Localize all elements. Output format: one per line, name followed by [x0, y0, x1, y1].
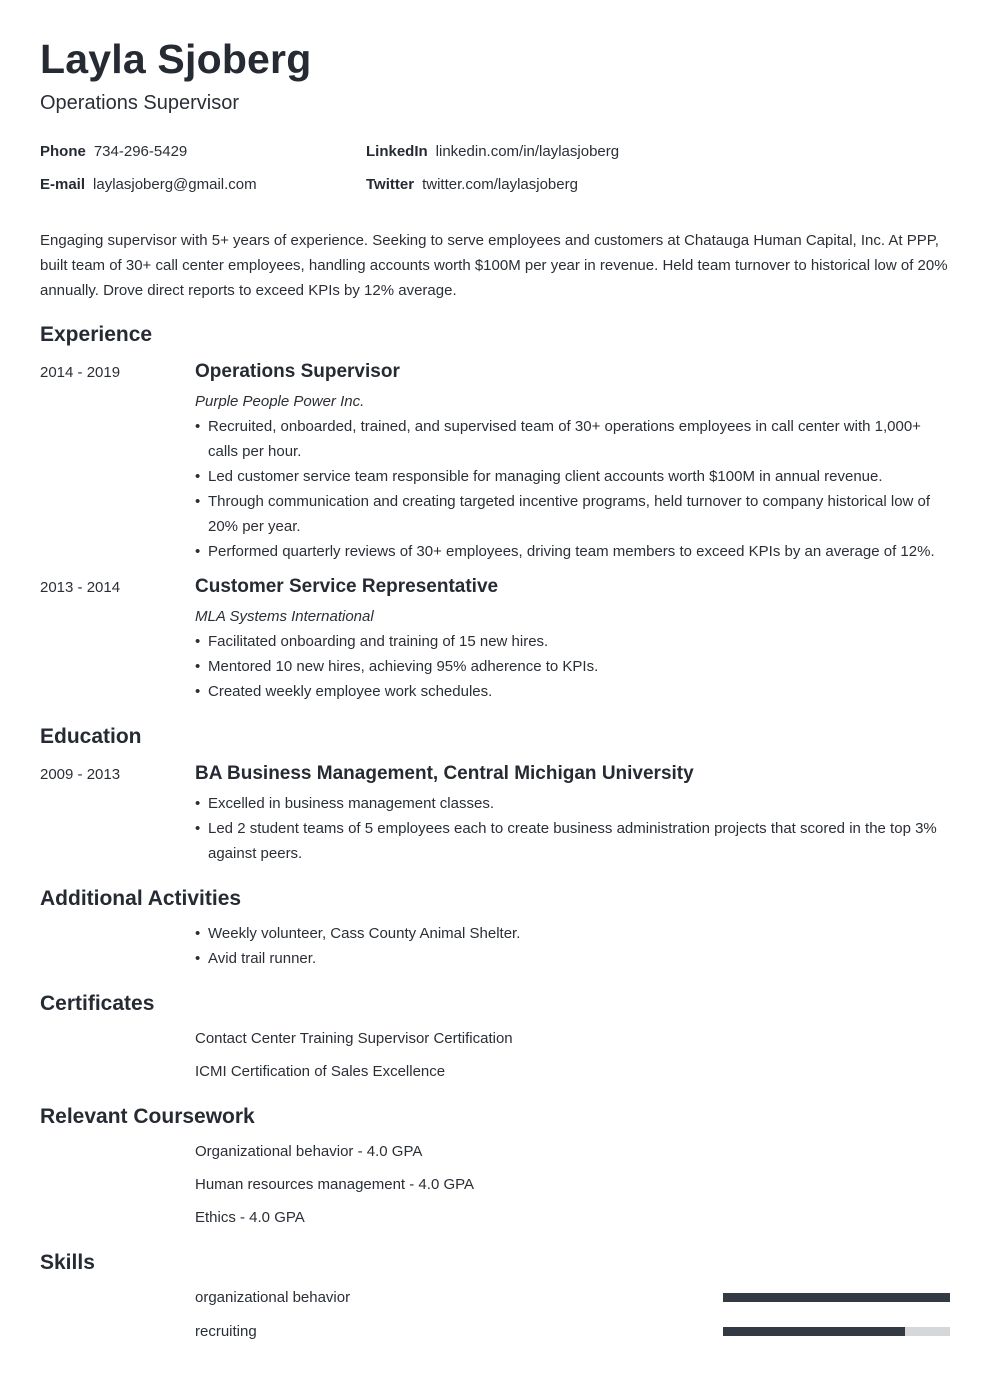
skill-level-bar: [723, 1327, 950, 1336]
email-value: laylasjoberg@gmail.com: [93, 176, 257, 193]
email-label: E-mail: [40, 176, 86, 193]
section-title-certificates: Certificates: [40, 992, 155, 1015]
section-title-activities: Additional Activities: [40, 887, 242, 910]
contact-twitter: [366, 176, 578, 193]
twitter-label: Twitter: [366, 176, 415, 193]
education-bullets: [195, 791, 950, 866]
education-dates: 2009 - 2013: [40, 766, 121, 783]
certificate-item: ICMI Certification of Sales Excellence: [195, 1063, 446, 1080]
certificate-item: Contact Center Training Supervisor Certification: [195, 1030, 513, 1047]
linkedin-value: linkedin.com/in/laylasjoberg: [435, 143, 620, 160]
contact-linkedin: [366, 143, 619, 160]
phone-value: 734-296-5429: [93, 143, 188, 160]
experience-1-title: Operations Supervisor: [195, 361, 400, 382]
list-item: • Through communication and creating targeted incentive programs, held turnover to company historical low of 20% per year.: [195, 493, 931, 535]
list-item: • Avid trail runner.: [195, 950, 317, 967]
experience-2-company: MLA Systems International: [195, 608, 374, 625]
list-item: • Facilitated onboarding and training of 15 new hires.: [195, 633, 549, 650]
education-title: BA Business Management, Central Michigan University: [195, 763, 694, 784]
experience-1-bullets: [195, 414, 950, 564]
experience-1-dates: 2014 - 2019: [40, 364, 121, 381]
skill-level-fill: [723, 1293, 950, 1302]
activities-bullets: [195, 921, 950, 971]
section-title-skills: Skills: [40, 1251, 95, 1274]
summary-paragraph: Engaging supervisor with 5+ years of experience. Seeking to serve employees and customers at Chatauga Human Capital, Inc. At PPP, built team of 30+ call center employees, handling accounts worth $100M per year in revenue. Held team turnover to historical low of 20% annually. Drove direct reports to exceed KPIs by 12% average.: [40, 232, 948, 299]
coursework-item: Human resources management - 4.0 GPA: [195, 1176, 475, 1193]
twitter-value: twitter.com/laylasjoberg: [422, 176, 578, 193]
list-item: • Mentored 10 new hires, achieving 95% adherence to KPIs.: [195, 658, 599, 675]
phone-label: Phone: [40, 143, 86, 160]
list-item: • Weekly volunteer, Cass County Animal Shelter.: [195, 925, 521, 942]
coursework-item: Ethics - 4.0 GPA: [195, 1209, 305, 1226]
list-item: • Recruited, onboarded, trained, and supervised team of 30+ operations employees in call center with 1,000+ calls per hour.: [195, 418, 921, 460]
candidate-name: Layla Sjoberg: [40, 36, 312, 82]
experience-2-title: Customer Service Representative: [195, 576, 499, 597]
skill-name: recruiting: [195, 1323, 257, 1340]
experience-1-company: Purple People Power Inc.: [195, 393, 365, 410]
list-item: • Led customer service team responsible for managing client accounts worth $100M in annual revenue.: [195, 468, 883, 485]
candidate-title: Operations Supervisor: [40, 92, 239, 114]
skill-level-bar: [723, 1293, 950, 1302]
experience-2-bullets: [195, 629, 950, 704]
list-item: • Performed quarterly reviews of 30+ employees, driving team members to exceed KPIs by an average of 12%.: [195, 543, 935, 560]
contact-email: [40, 176, 257, 193]
section-title-education: Education: [40, 725, 142, 748]
linkedin-label: LinkedIn: [366, 143, 428, 160]
list-item: • Led 2 student teams of 5 employees each to create business administration projects that scored in the top 3% against peers.: [195, 820, 937, 862]
list-item: • Created weekly employee work schedules.: [195, 683, 493, 700]
skill-name: organizational behavior: [195, 1289, 351, 1306]
section-title-coursework: Relevant Coursework: [40, 1105, 255, 1128]
list-item: • Excelled in business management classes.: [195, 795, 494, 812]
coursework-item: Organizational behavior - 4.0 GPA: [195, 1143, 423, 1160]
contact-phone: [40, 143, 187, 160]
skill-level-fill: [723, 1327, 905, 1336]
section-title-experience: Experience: [40, 323, 153, 346]
experience-2-dates: 2013 - 2014: [40, 579, 121, 596]
